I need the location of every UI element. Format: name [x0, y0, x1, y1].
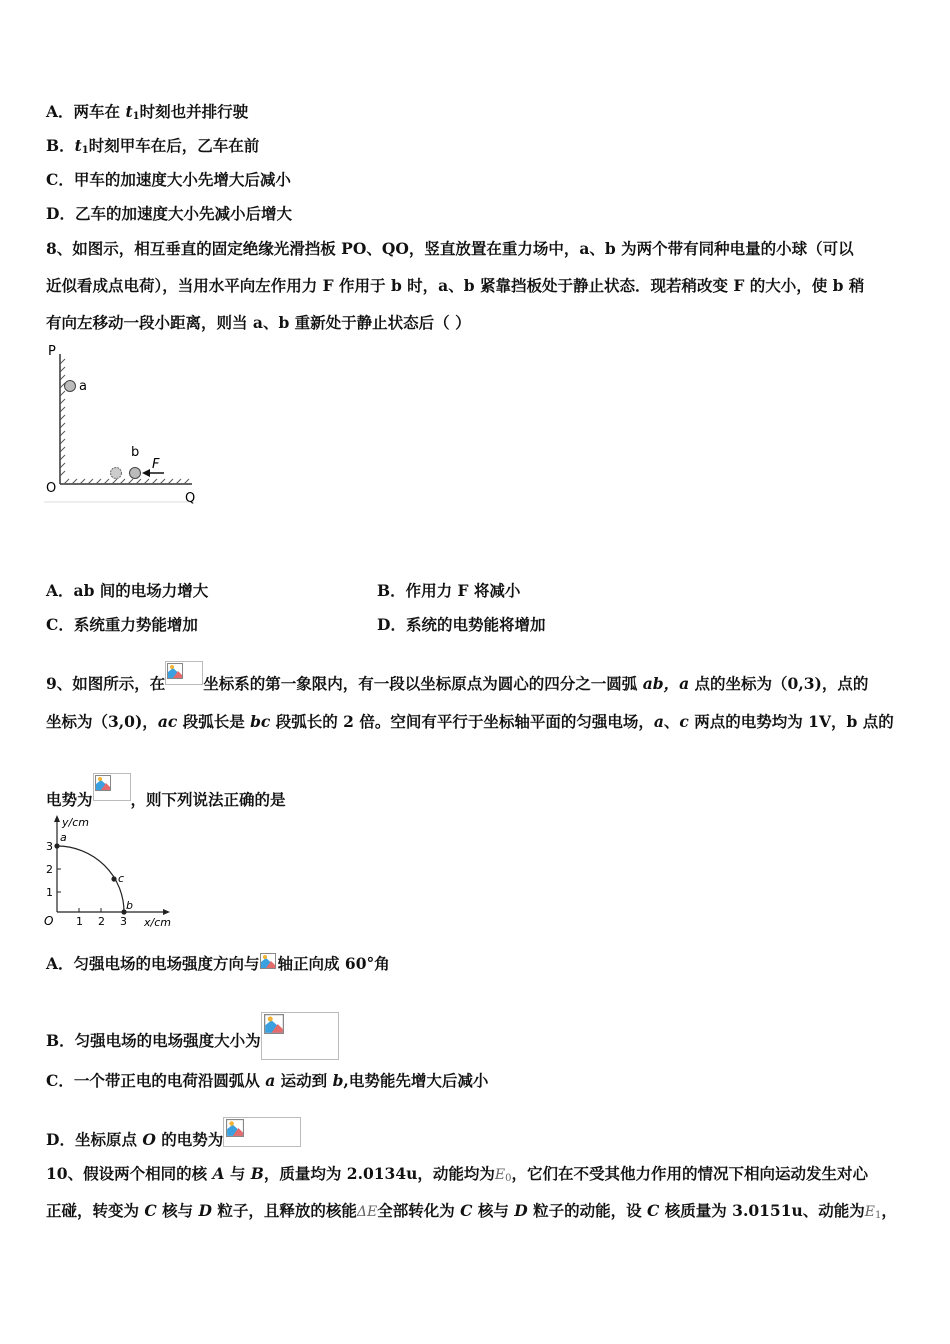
missing-image-placeholder [260, 953, 278, 971]
q7-option-a: A．两车在 $t_1$时刻也并排行驶 [46, 102, 249, 122]
q10-stem-line2: 正碰，转变为 C 核与 D 粒子，且释放的核能ΔE全部转化为 C 核与 D 粒子的动能，设 C 核质量为 3.0151u、动能为$E_1$， [46, 1201, 897, 1221]
q8-stem-line3: 有向左移动一段小距离，则当 a、b 重新处于静止状态后（ ） [46, 313, 471, 332]
force-arrow [142, 469, 150, 477]
image-icon [95, 775, 111, 791]
image-icon [225, 1119, 245, 1137]
math-e0: $E_0$ [494, 1167, 512, 1184]
q7-option-b: B．$t_1$时刻甲车在后，乙车在前 [46, 136, 260, 156]
x-tick-1: 1 [76, 915, 83, 928]
y-axis-label: y/cm [62, 816, 89, 829]
x-tick-2: 2 [98, 915, 105, 928]
missing-image-placeholder [165, 661, 203, 685]
q7-option-d: D．乙车的加速度大小先减小后增大 [46, 204, 292, 223]
math-delta-e: ΔE [356, 1204, 378, 1220]
q9-option-c: C．一个带正电的电荷沿圆弧从 a 运动到 b,电势能先增大后减小 [46, 1071, 489, 1090]
x-tick-3: 3 [120, 915, 127, 928]
missing-image-placeholder [223, 1117, 301, 1147]
q9-stem-line3: 电势为 ，则下列说法正确的是 [46, 773, 286, 810]
q8-option-a: A．ab 间的电场力增大 [46, 581, 209, 600]
label-q: Q [185, 491, 196, 506]
ball-b [130, 468, 141, 479]
label-f: F [152, 457, 160, 472]
q8-option-d: D．系统的电势能将增加 [377, 615, 546, 634]
math-e1: $E_1$ [864, 1204, 882, 1221]
q9-stem-line2: 坐标为（3,0)，ac 段弧长是 bc 段弧长的 2 倍。空间有平行于坐标轴平面的匀强电场，a、c 两点的电势均为 1V，b 点的 [46, 712, 894, 731]
q8-stem-line2: 近似看成点电荷），当用水平向左作用力 F 作用于 b 时，a、b 紧靠挡板处于静止状态．现若稍改变 F 的大小，使 b 稍 [46, 276, 865, 295]
q9-stem-line1: 9、如图所示，在 坐标系的第一象限内，有一段以坐标原点为圆心的四分之一圆弧 ab，a 点的坐标为（0,3)，点的 [46, 661, 868, 694]
y-tick-3: 3 [46, 840, 53, 853]
q7-option-c: C．甲车的加速度大小先增大后减小 [46, 170, 291, 189]
q9-option-b: B．匀强电场的电场强度大小为 [46, 1012, 339, 1060]
label-point-b: b [126, 899, 133, 912]
image-icon [167, 663, 183, 679]
label-point-a: a [60, 831, 67, 844]
origin-label: O [44, 914, 54, 928]
point-c [111, 876, 116, 881]
q9-graph [40, 812, 180, 932]
ball-a [65, 381, 76, 392]
q9-option-d: D．坐标原点 O 的电势为 [46, 1117, 301, 1150]
q9-option-a: A．匀强电场的电场强度方向与 轴正向成 60°角 [46, 954, 390, 973]
q8-option-c: C．系统重力势能增加 [46, 615, 198, 634]
label-b: b [131, 445, 140, 460]
label-point-c: c [118, 872, 125, 885]
point-a [54, 843, 59, 848]
image-icon [260, 953, 276, 969]
q10-stem-line1: 10、假设两个相同的核 A 与 B，质量均为 2.0134u，动能均为$E_0$，它们在不受其他力作用的情况下相向运动发生对心 [46, 1164, 869, 1184]
missing-image-placeholder [93, 773, 131, 801]
x-axis-label: x/cm [144, 916, 171, 929]
q8-stem-line1: 8、如图示，相互垂直的固定绝缘光滑挡板 PO、QO，竖直放置在重力场中，a、b 为两个带有同种电量的小球（可以 [46, 239, 854, 258]
image-icon [263, 1014, 285, 1034]
y-tick-2: 2 [46, 863, 53, 876]
label-o: O [46, 481, 57, 496]
y-tick-1: 1 [46, 886, 53, 899]
q8-figure [44, 342, 204, 507]
label-p: P [48, 344, 56, 359]
label-a: a [79, 379, 87, 394]
ball-b-ghost [111, 468, 122, 479]
missing-image-placeholder [261, 1012, 339, 1060]
q8-option-b: B．作用力 F 将减小 [377, 581, 521, 600]
